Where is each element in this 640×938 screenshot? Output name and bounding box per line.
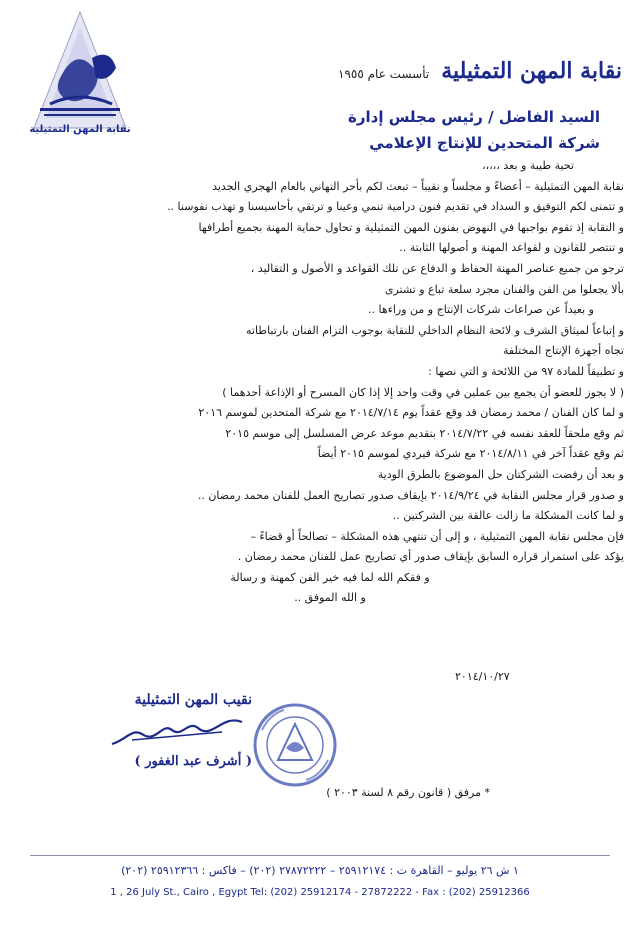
signature-block xyxy=(72,692,252,769)
addressee-title: السيد الفاضل / رئيس مجلس إدارة xyxy=(348,108,600,126)
body-line: تجاه أجهزة الإنتاج المختلفة xyxy=(503,344,624,358)
body-line: و تتمنى لكم التوفيق و السداد في تقديم فنون درامية تنمي وعينا و ترتقي بأحاسيسنا و تهذب نفوسنا .. xyxy=(167,200,624,214)
body-line: و تطبيقاً للمادة ٩٧ من اللائحة و التي نصها : xyxy=(428,364,624,378)
org-name: نقابة المهن التمثيلية xyxy=(441,58,622,84)
body-line: تحية طيبة و بعد ،،،،، xyxy=(482,159,574,172)
body-line: ثم وقع عقداً آخر في ٢٠١٤/٨/١١ مع شركة فيردي لموسم ٢٠١٥ أيضاً xyxy=(317,447,624,461)
body-line: ترجو من جميع عناصر المهنة الحفاظ و الدفاع عن تلك القواعد و الأصول و التقاليد ، xyxy=(250,261,624,275)
body-line: و إتباعاً لميثاق الشرف و لائحة النظام الداخلي للنقابة بوجوب التزام الفنان بارتباطاته xyxy=(246,323,624,337)
body-line: يؤكد على استمرار قراره السابق بإيقاف صدور أي تصاريح عمل للفنان محمد رمضان . xyxy=(237,550,624,564)
body-line: فإن مجلس نقابة المهن التمثيلية ، و إلى أن تنتهي هذه المشكلة – تصالحاً أو قضاءً – xyxy=(250,529,624,543)
body-line: و النقابة إذ تقوم بواجبها في النهوض بفنون المهن التمثيلية و تحاول حماية المهنة بجميع أطرافها xyxy=(198,220,624,234)
official-stamp xyxy=(250,700,340,790)
body-line: و فقكم الله لما فيه خير الفن كمهنة و رسالة xyxy=(230,570,430,584)
body-line: و لما كانت المشكلة ما زالت عالقة بين الشركتين .. xyxy=(392,509,624,523)
body-line: و بعد أن رفضت الشركتان حل الموضوع بالطرق الودية xyxy=(377,467,624,481)
body-line: و لما كان الفنان / محمد رمضان قد وقع عقداً يوم ٢٠١٤/٧/١٤ مع شركة المتحدين لموسم ٢٠١٦ xyxy=(198,406,624,420)
attachment-note: * مرفق ( قانون رقم ٨ لسنة ٢٠٠٣ ) xyxy=(326,786,490,799)
letter-date: ٢٠١٤/١٠/٢٧ xyxy=(455,670,510,683)
body-line: نقابة المهن التمثيلية – أعضاءً و مجلساً و نقيباً – تبعث لكم بأحر التهاني بالعام الهجري الجديد xyxy=(212,179,624,193)
footer-address-english: 1 , 26 July St., Cairo , Egypt Tel: (202) 25912174 - 27872222 - Fax : (202) 25912366 xyxy=(110,887,530,898)
body-line: بألا يجعلوا من الفن والفنان مجرد سلعة تباع و تشترى xyxy=(384,282,624,296)
body-line: و تنتصر للقانون و لقواعد المهنة و أصولها الثابتة .. xyxy=(399,241,624,255)
addressee-block xyxy=(348,104,600,156)
founded-year: تأسست عام ١٩٥٥ xyxy=(338,67,430,81)
letterhead xyxy=(338,58,622,84)
body-line: و الله الموفق .. xyxy=(294,591,366,605)
handwritten-signature xyxy=(102,710,252,750)
body-line: ثم وقع ملحقاً للعقد نفسه في ٢٠١٤/٧/٢٢ بتقديم موعد عرض المسلسل إلى موسم ٢٠١٥ xyxy=(225,426,624,440)
logo-caption: نقابة المهن التمثيلية xyxy=(29,124,131,135)
signatory-name: ( أشرف عبد الغفور ) xyxy=(134,754,252,769)
body-line: ( لا يجوز للعضو أن يجمع بين عملين في وقت واحد إلا إذا كان المسرح أو الإذاعة أحدهما ) xyxy=(222,385,624,399)
footer xyxy=(0,862,640,902)
footer-divider xyxy=(30,855,610,856)
footer-address-arabic: ١ ش ٢٦ يوليو – القاهرة ت : ٢٥٩١٢١٧٤ – ٢٧٨٧٢٢٢٢ (٢٠٢) – فاكس : ٢٥٩١٢٣٦٦ (٢٠٢) xyxy=(121,864,519,877)
signature-title: نقيب المهن التمثيلية xyxy=(134,692,252,708)
body-line: و صدور قرار مجلس النقابة في ٢٠١٤/٩/٢٤ بإيقاف صدور تصاريح العمل للفنان محمد رمضان .. xyxy=(197,488,624,502)
addressee-company: شركة المتحدين للإنتاج الإعلامي xyxy=(369,134,600,152)
body-line: و بعيداً عن صراعات شركات الإنتاج و من وراءها .. xyxy=(368,303,594,317)
letter-body xyxy=(36,156,624,609)
